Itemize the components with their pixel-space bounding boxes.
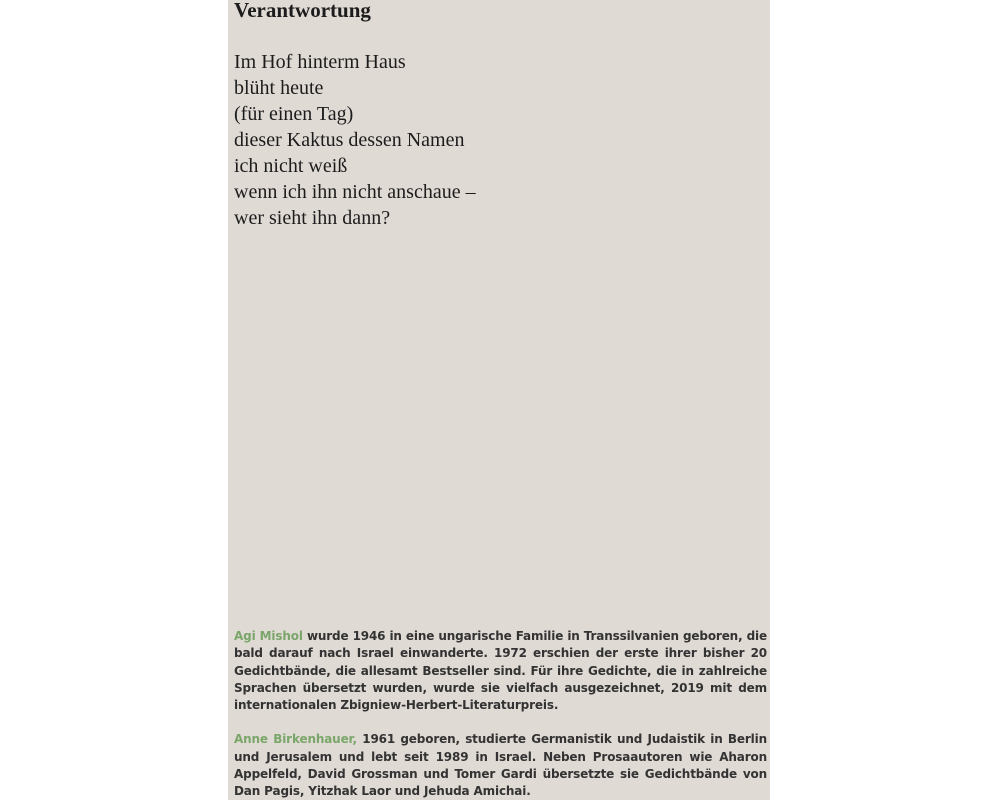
author-bio-agi-mishol [234,628,767,714]
poem-line: wenn ich ihn nicht anschaue – [234,181,476,203]
poem-title: Verantwortung [234,0,371,22]
author-bio-text: wurde 1946 in eine ungarische Familie in Transsilvanien geboren, die bald darauf nach Israel einwanderte. 1972 erschien der erste ihrer bisher 20 Gedichtbände, die allesamt Bestseller sind. Für ihre Gedichte, die in zahlreiche Sprachen übersetzt wurden, wurde sie vielfach ausgezeichnet, 2019 mit dem internationalen Zbigniew-Herbert-Literaturpreis. [234,629,767,713]
book-page [228,0,770,800]
poem-line: ich nicht weiß [234,155,348,177]
translator-bio-anne-birkenhauer [234,731,767,800]
translator-bio-text: 1961 geboren, studierte Germanistik und Judaistik in Berlin und Jerusalem und lebt seit 1989 in Israel. Neben Prosaautoren wie Aharon Appelfeld, David Grossman und Tomer Gardi übersetzte sie Gedichtbände von Dan Pagis, Yitzhak Laor und Jehuda Amichai. [234,732,767,799]
poem-line: dieser Kaktus dessen Namen [234,129,465,151]
poem-body [234,49,476,231]
translator-name: Anne Birkenhauer, [234,732,357,747]
author-name: Agi Mishol [234,629,303,643]
poem-line: Im Hof hinterm Haus [234,51,406,73]
poem-line: (für einen Tag) [234,103,354,125]
poem-line: blüht heute [234,77,324,99]
poem-line: wer sieht ihn dann? [234,207,391,229]
author-bios [234,628,767,800]
